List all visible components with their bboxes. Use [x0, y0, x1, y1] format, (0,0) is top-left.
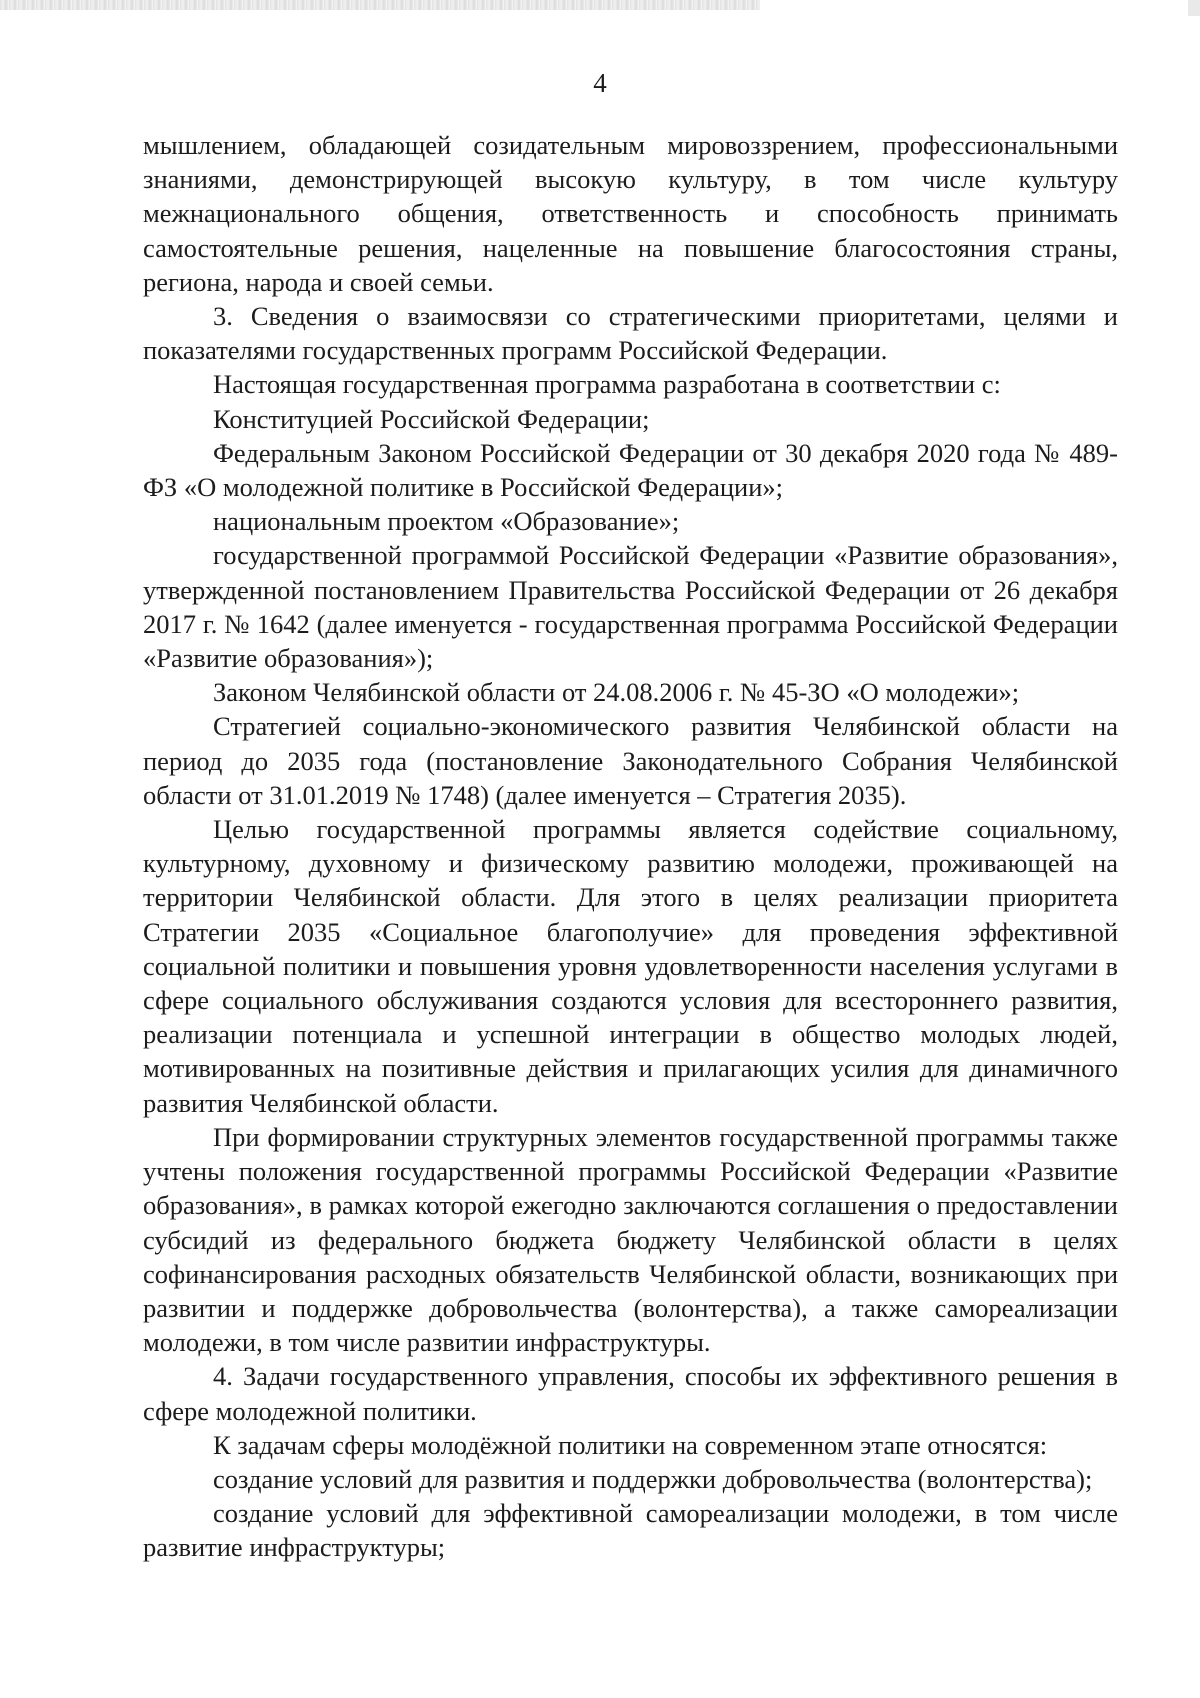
list-item: создание условий для эффективной самореализации молодежи, в том числе развитие инфраструктуры;	[143, 1498, 1118, 1563]
list-item: Федеральным Законом Российской Федерации от 30 декабря 2020 года № 489-ФЗ «О молодежной политике в Российской Федерации»;	[143, 437, 1118, 503]
paragraph: Целью государственной программы является содействие социальному, культурному, духовному и физическому развитию молодежи, проживающей на территории Челябинской области. Для этого в целях реализации приоритета Стратегии 2035 «Социальное благополучие» для проведения эффективной социальной политики и повышения уровня удовлетворенности населения услугами в сфере социального обслуживания создаются условия для всестороннего развития, реализации потенциала и успешной интеграции в общество молодых людей, мотивированных на позитивные действия и прилагающих усилия для динамичного развития Челябинской области.	[143, 814, 1118, 1118]
scan-corner-artifact	[1188, 0, 1200, 16]
list-item: Конституцией Российской Федерации;	[213, 403, 650, 434]
document-body	[143, 128, 1118, 1565]
paragraph: При формировании структурных элементов государственной программы также учтены положения государственной программы Российской Федерации «Развитие образования», в рамках которой ежегодно заключаются соглашения о предоставлении субсидий из федерального бюджета бюджету Челябинской области в целях софинансирования расходных обязательств Челябинской области, возникающих при развитии и поддержке добровольчества (волонтерства), а также самореализации молодежи, в том числе развитии инфраструктуры.	[143, 1121, 1118, 1358]
list-item: национальным проектом «Образование»;	[213, 506, 680, 537]
paragraph: К задачам сферы молодёжной политики на современном этапе относятся:	[213, 1429, 1048, 1460]
paragraph: Настоящая государственная программа разработана в соответствии с:	[213, 369, 1001, 400]
section-heading-4: 4. Задачи государственного управления, способы их эффективного решения в сфере молодежной политики.	[143, 1361, 1118, 1426]
scan-edge-artifact	[0, 0, 760, 10]
paragraph-continuation: мышлением, обладающей созидательным мировоззрением, профессиональными знаниями, демонстрирующей высокую культуру, в том числе культуру межнационального общения, ответственность и способность принимать самостоятельные решения, нацеленные на повышение благосостояния страны, региона, народа и своей семьи.	[143, 130, 1118, 297]
list-item: государственной программой Российской Федерации «Развитие образования», утвержденной постановлением Правительства Российской Федерации от 26 декабря 2017 г. № 1642 (далее именуется - государственная программа Российской Федерации «Развитие образования»);	[143, 540, 1118, 674]
page-number: 4	[593, 68, 607, 98]
list-item: создание условий для развития и поддержки добровольчества (волонтерства);	[213, 1463, 1093, 1494]
list-item: Законом Челябинской области от 24.08.2006 г. № 45-ЗО «О молодежи»;	[213, 677, 1020, 708]
section-heading-3: 3. Сведения о взаимосвязи со стратегическими приоритетами, целями и показателями государственных программ Российской Федерации.	[143, 301, 1118, 366]
list-item: Стратегией социально-экономического развития Челябинской области на период до 2035 года (постановление Законодательного Собрания Челябинской области от 31.01.2019 № 1748) (далее именуется – Стратегия 2035).	[143, 711, 1118, 810]
